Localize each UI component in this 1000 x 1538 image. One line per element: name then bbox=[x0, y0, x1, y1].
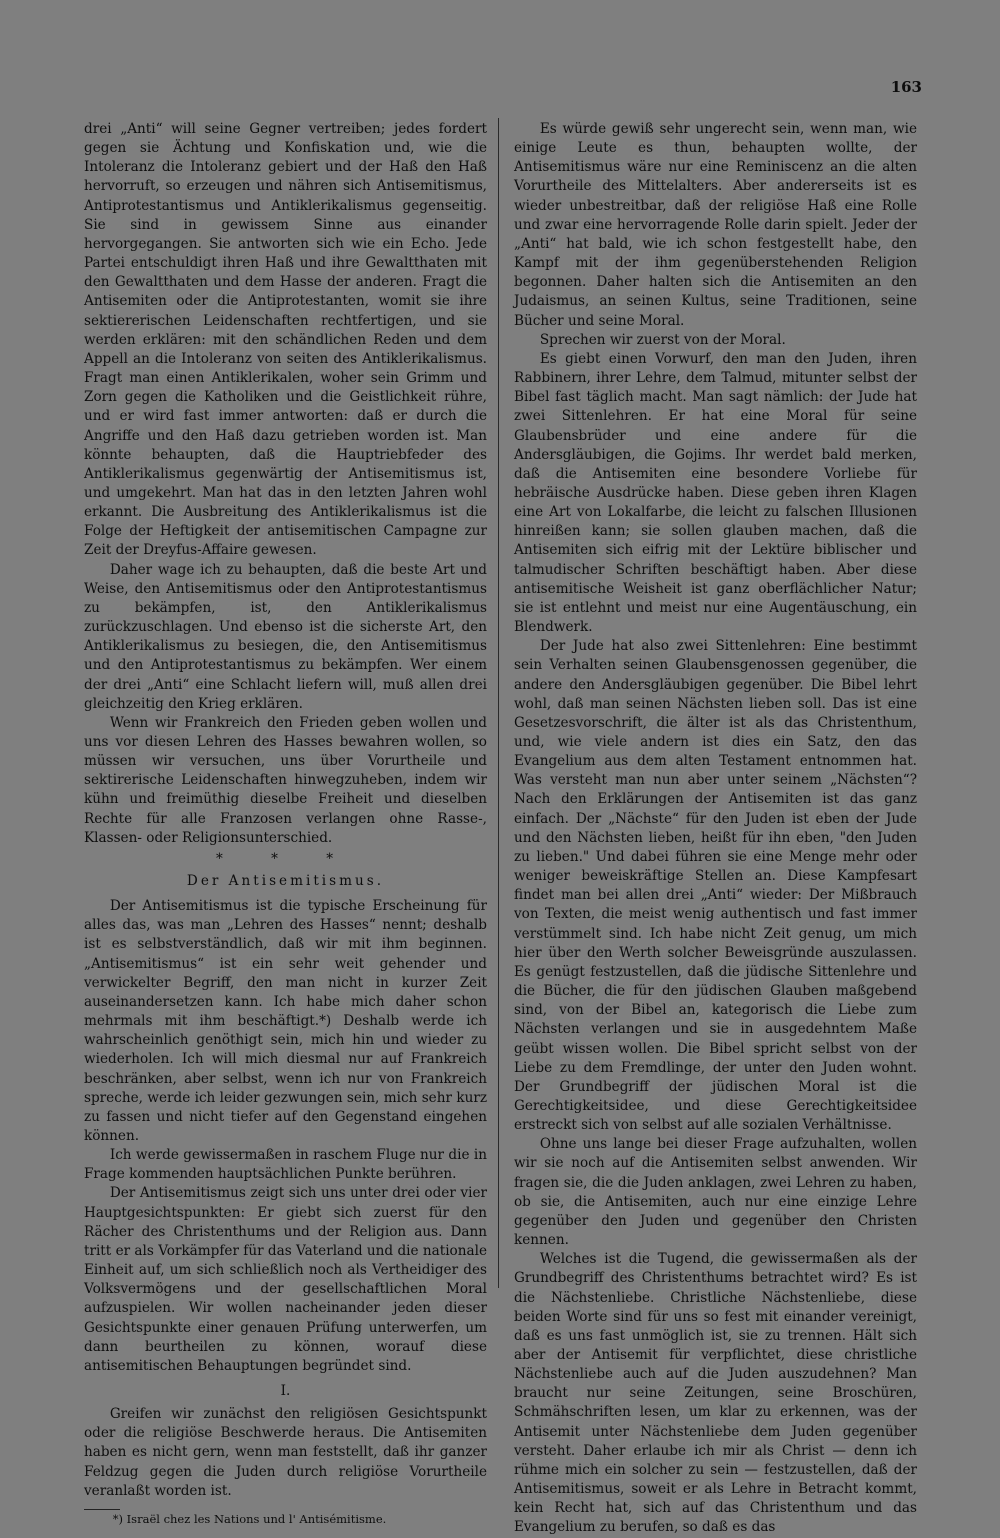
column-divider bbox=[498, 118, 499, 1288]
paragraph: Der Antisemitismus ist die typische Erscheinung für alles das, was man „Lehren des Hasses“ nennt; deshalb ist es selbstverständlich, daß wir mit ihm beginnen. „Antisemitismus“ ist ein sehr weit gehender und verwickelter Begriff, den man nicht in kurzer Zeit auseinandersetzen kann. Ich habe mich daher schon mehrmals mit ihm beschäftigt.*) Deshalb werde ich wahrscheinlich genöthigt sein, mich hin und wieder zu wiederholen. Ich will mich diesmal nur auf Frankreich beschränken, aber selbst, wenn ich nur von Frankreich spreche, werde ich leider gezwungen sein, mich sehr kurz zu fassen und nicht tiefer auf den Gegenstand eingehen können. bbox=[84, 898, 487, 1144]
section-heading: Der Antisemitismus. bbox=[186, 872, 385, 889]
left-column bbox=[84, 120, 487, 1527]
paragraph: Ich werde gewissermaßen in raschem Fluge nur die in Frage kommenden hauptsächlichen Punkte berühren. bbox=[84, 1147, 487, 1183]
paragraph: Wenn wir Frankreich den Frieden geben wollen und uns vor diesen Lehren des Hasses bewahren wollen, so müssen wir versuchen, uns über Vorurtheile und sektirerische Leidenschaften hinwegzuheben, indem wir kühn und freimüthig dieselbe Freiheit und dieselben Rechte für alle Franzosen verlangen ohne Rasse-, Klassen- oder Religionsunterschied. bbox=[84, 714, 487, 846]
page-number: 163 bbox=[890, 78, 922, 96]
paragraph: Sprechen wir zuerst von der Moral. bbox=[539, 331, 786, 348]
paragraph: Der Jude hat also zwei Sittenlehren: Eine bestimmt sein Verhalten seinen Glaubensgenossen gegenüber, die andere den Andersgläubigen gegenüber. Die Bibel lehrt wohl, daß man seinen Nächsten lieben soll. Das ist eine Gesetzesvorschrift, die älter ist als das Christenthum, und, wie viele andern ist dies ein Satz, den das Evangelium aus dem alten Testament entnommen hat. Was versteht man nun aber unter seinem „Nächsten“? Nach den Erklärungen der Antisemiten ist das ganz einfach. Der „Nächste“ für den Juden ist eben der Jude und den Nächsten lieben, heißt für ihn eben, "den Juden zu lieben." Und dabei führen sie eine Menge mehr oder weniger beweiskräftige Stellen an. Diese Kampfesart findet man bei allen drei „Anti“ wieder: Der Mißbrauch von Texten, die meist wenig authentisch und fast immer verstümmelt sind. Ich habe nicht Zeit genug, um mich hier über den Werth solcher Beweisgründe auszulassen. Es genügt festzustellen, daß die jüdische Sittenlehre und die Bücher, die für den jüdischen Glauben maßgebend sind, von der Bibel an, kategorisch die Liebe zum Nächsten verlangen und sie in ausgedehntem Maße geübt wissen wollen. Die Bibel spricht selbst von der Liebe zu dem Fremdlinge, der unter den Juden wohnt. Der Grundbegriff der jüdischen Moral ist die Gerechtigkeitsidee, und diese Gerechtigkeitsidee erstreckt sich von selbst auf alle sozialen Verhältnisse. bbox=[514, 638, 917, 1134]
paragraph: Es giebt einen Vorwurf, den man den Juden, ihren Rabbinern, ihrer Lehre, dem Talmud, mitunter selbst der Bibel fast täglich macht. Man sagt nämlich: der Jude hat zwei Sittenlehren. Er hat eine Moral für seine Glaubensbrüder und eine andere für die Andersgläubigen, die Gojims. Ihr werdet bald merken, daß die Antisemiten eine besondere Vorliebe für hebräische Ausdrücke haben. Diese geben ihren Klagen eine Art von Lokalfarbe, die leicht zu falschen Illusionen hinreißen kann; sie sollen glauben machen, daß die Antisemiten sich eifrig mit der Lektüre biblischer und talmudischer Schriften beschäftigt haben. Aber diese antisemitische Weisheit ist ganz oberflächlicher Natur; sie ist entlehnt und meist nur eine Augentäuschung, ein Blendwerk. bbox=[514, 350, 917, 636]
paragraph: drei „Anti“ will seine Gegner vertreiben; jedes fordert gegen sie Ächtung und Konfiskation und, wie die Intoleranz die Intoleranz gebiert und der Haß den Haß hervorruft, so erzeugen und nähren sich Antisemitismus, Antiprotestantismus und Antiklerikalismus gegenseitig. Sie sind in gewissem Sinne aus einander hervorgegangen. Sie antworten sich wie ein Echo. Jede Partei entschuldigt ihren Haß und ihre Gewaltthaten mit den Gewaltthaten und dem Hasse der anderen. Fragt die Antisemiten oder die Antiprotestanten, womit sie ihre sektiererischen Leidenschaften rechtfertigen, und sie werden erklären: mit den schändlichen Reden und dem Appell an die Intoleranz von seiten des Antiklerikalismus. Fragt man einen Antiklerikalen, woher sein Grimm und Zorn gegen die Katholiken und die Geistlichkeit rühre, und er wird fast immer antworten: daß er durch die Angriffe und den Haß dazu getrieben worden ist. Man könnte behaupten, daß die Hauptriebfeder des Antiklerikalismus gegenwärtig der Antisemitismus ist, und umgekehrt. Man hat das in den letzten Jahren wohl erkannt. Die Ausbreitung des Antiklerikalismus ist die Folge der Heftigkeit der antisemitischen Campagne zur Zeit der Dreyfus-Affaire gewesen. bbox=[84, 121, 487, 559]
footnote: *) Israël chez les Nations und l' Antisémitisme. bbox=[112, 1511, 387, 1526]
section-numeral: I. bbox=[280, 1383, 291, 1399]
paragraph: Es würde gewiß sehr ungerecht sein, wenn man, wie einige Leute es thun, behaupten wollte, der Antisemitismus wäre nur eine Reminiscenz an die alten Vorurtheile des Mittelalters. Aber andererseits ist es wieder unbestreitbar, daß der religiöse Haß eine Rolle und zwar eine hervorragende Rolle darin spielt. Jeder der „Anti“ hat bald, wie ich schon festgestellt habe, den Kampf mit der ihm gegenüberstehenden Religion begonnen. Daher halten sich die Antisemiten an den Judaismus, an seinen Kultus, seine Traditionen, seine Bücher und seine Moral. bbox=[514, 121, 917, 329]
paragraph: Der Antisemitismus zeigt sich uns unter drei oder vier Hauptgesichtspunkten: Er giebt sich zuerst für den Rächer des Christenthums und der Religion aus. Dann tritt er als Vorkämpfer für das Vaterland und die nationale Einheit auf, um sich schließlich noch als Vertheidiger des Volksvermögens und der gesellschaftlichen Moral aufzuspielen. Wir wollen nacheinander jeden dieser Gesichtspunkte einer genauen Prüfung unterwerfen, um dann beurtheilen zu können, worauf diese antisemitischen Behauptungen begründet sind. bbox=[84, 1185, 487, 1374]
paragraph: Ohne uns lange bei dieser Frage aufzuhalten, wollen wir sie noch auf die Antisemiten selbst anwenden. Wir fragen sie, die die Juden anklagen, zwei Lehren zu haben, ob sie, die Antisemiten, auch nur eine einzige Lehre gegenüber den Juden und gegenüber den Christen kennen. bbox=[514, 1136, 917, 1249]
paragraph: Greifen wir zunächst den religiösen Gesichtspunkt oder die religiöse Beschwerde heraus. Die Antisemiten haben es nicht gern, wenn man feststellt, daß ihr ganzer Feldzug gegen die Juden durch religiöse Vorurtheile veranlaßt worden ist. bbox=[84, 1406, 487, 1499]
paragraph: Daher wage ich zu behaupten, daß die beste Art und Weise, den Antisemitismus oder den Antiprotestantismus zu bekämpfen, ist, den Antiklerikalismus zurückzuschlagen. Und ebenso ist die sicherste Art, den Antiklerikalismus zu besiegen, die, den Antisemitismus und den Antiprotestantismus zu bekämpfen. Wer einem der drei „Anti“ eine Schlacht liefern will, muß allen drei gleichzeitig den Krieg erklären. bbox=[84, 561, 487, 712]
footnote-rule bbox=[84, 1509, 120, 1510]
paragraph: Welches ist die Tugend, die gewissermaßen als der Grundbegriff des Christenthums betrachtet wird? Es ist die Nächstenliebe. Christliche Nächstenliebe, diese beiden Worte sind für uns so fest mit einander vereinigt, daß es uns fast unmöglich ist, sie zu trennen. Hält sich aber der Antisemit für verpflichtet, diese christliche Nächstenliebe auch auf die Juden auszudehnen? Man braucht nur seine Zeitungen, seine Broschüren, Schmähschriften lesen, um klar zu erkennen, was der Antisemit unter Nächstenliebe dem Juden gegenüber versteht. Daher erlaube ich mir als Christ — denn ich rühme mich ein solcher zu sein — festzustellen, daß der Antisemitismus, soweit er als Lehre in Betracht kommt, kein Recht hat, sich auf das Christenthum und das Evangelium zu berufen, so daß es das bbox=[514, 1251, 917, 1536]
right-column bbox=[514, 120, 917, 1538]
section-separator-stars: * * * bbox=[215, 850, 356, 867]
